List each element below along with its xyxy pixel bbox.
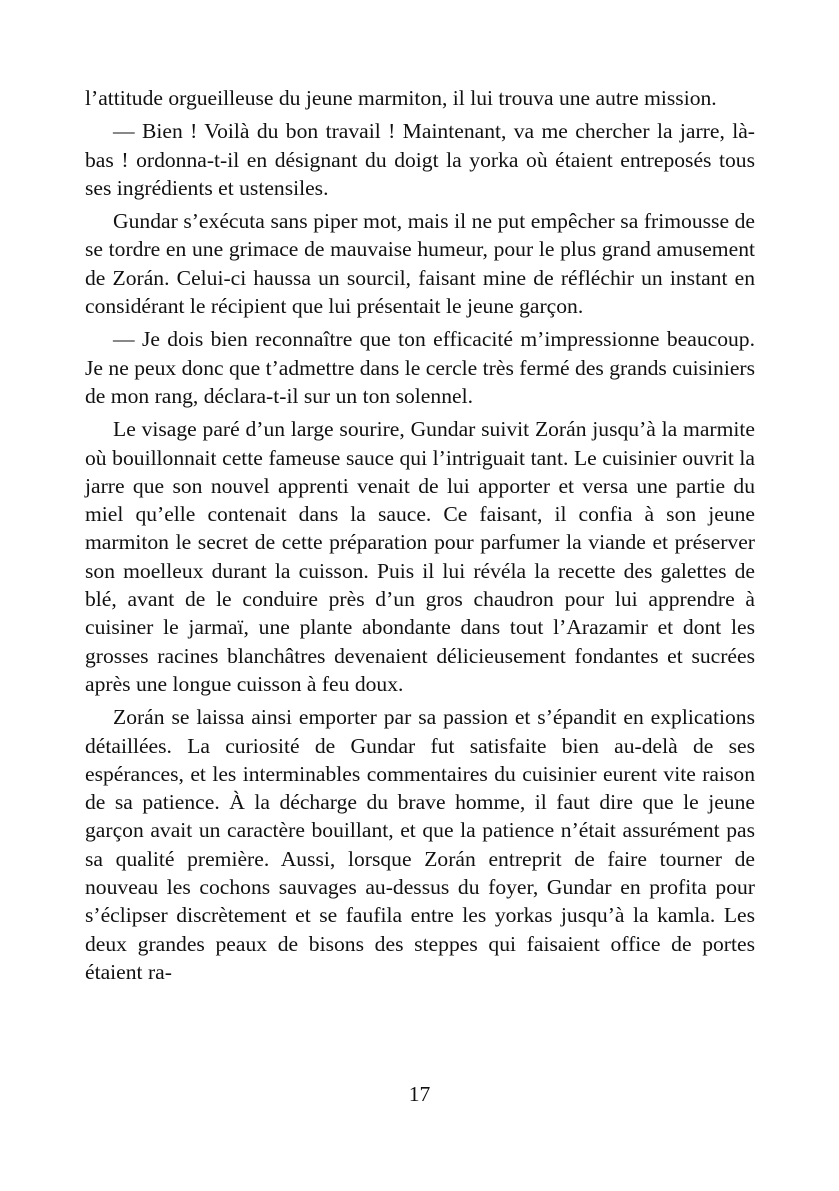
paragraph: Zorán se laissa ainsi emporter par sa passion et s’épandit en explications détaillées. La curiosité de Gundar fut satisfaite bien au-delà de ses espérances, et les interminables commentaires du cuisinier eurent vite raison de sa patience. À la décharge du brave homme, il faut dire que le jeune garçon avait un caractère bouillant, et que la patience n’était assurément pas sa qualité première. Aussi, lorsque Zorán entreprit de faire tourner de nouveau les cochons sauvages au-dessus du foyer, Gundar en profita pour s’éclipser discrètement et se faufila entre les yorkas jusqu’à la kamla. Les deux grandes peaux de bisons des steppes qui faisaient office de portes étaient ra-	[85, 705, 755, 984]
paragraph: — Bien ! Voilà du bon travail ! Maintenant, va me chercher la jarre, là-bas ! ordonna-t-il en désignant du doigt la yorka où étaient entreposés tous ses ingrédients et ustensiles.	[85, 119, 755, 200]
paragraph: — Je dois bien reconnaître que ton efficacité m’impressionne beaucoup. Je ne peux donc que t’admettre dans le cercle très fermé des grands cuisiniers de mon rang, déclara-t-il sur un ton solennel.	[85, 327, 755, 408]
page-number: 17	[408, 1082, 431, 1106]
paragraph: l’attitude orgueilleuse du jeune marmiton, il lui trouva une autre mission.	[85, 86, 717, 110]
body-text	[85, 84, 755, 991]
paragraph: Le visage paré d’un large sourire, Gundar suivit Zorán jusqu’à la marmite où bouillonnait cette fameuse sauce qui l’intriguait tant. Le cuisinier ouvrit la jarre que son nouvel apprenti venait de lui apporter et versa une partie du miel qu’elle contenait dans la sauce. Ce faisant, il confia à son jeune marmiton le secret de cette préparation pour parfumer la viande et préserver son moelleux durant la cuisson. Puis il lui révéla la recette des galettes de blé, avant de le conduire près d’un gros chaudron pour lui apprendre à cuisiner le jarmaï, une plante abondante dans tout l’Arazamir et dont les grosses racines blanchâtres devenaient délicieusement fondantes et sucrées après une longue cuisson à feu doux.	[85, 417, 755, 696]
paragraph: Gundar s’exécuta sans piper mot, mais il ne put empêcher sa frimousse de se tordre en une grimace de mauvaise humeur, pour le plus grand amusement de Zorán. Celui-ci haussa un sourcil, faisant mine de réfléchir un instant en considérant le récipient que lui présentait le jeune garçon.	[85, 209, 755, 319]
